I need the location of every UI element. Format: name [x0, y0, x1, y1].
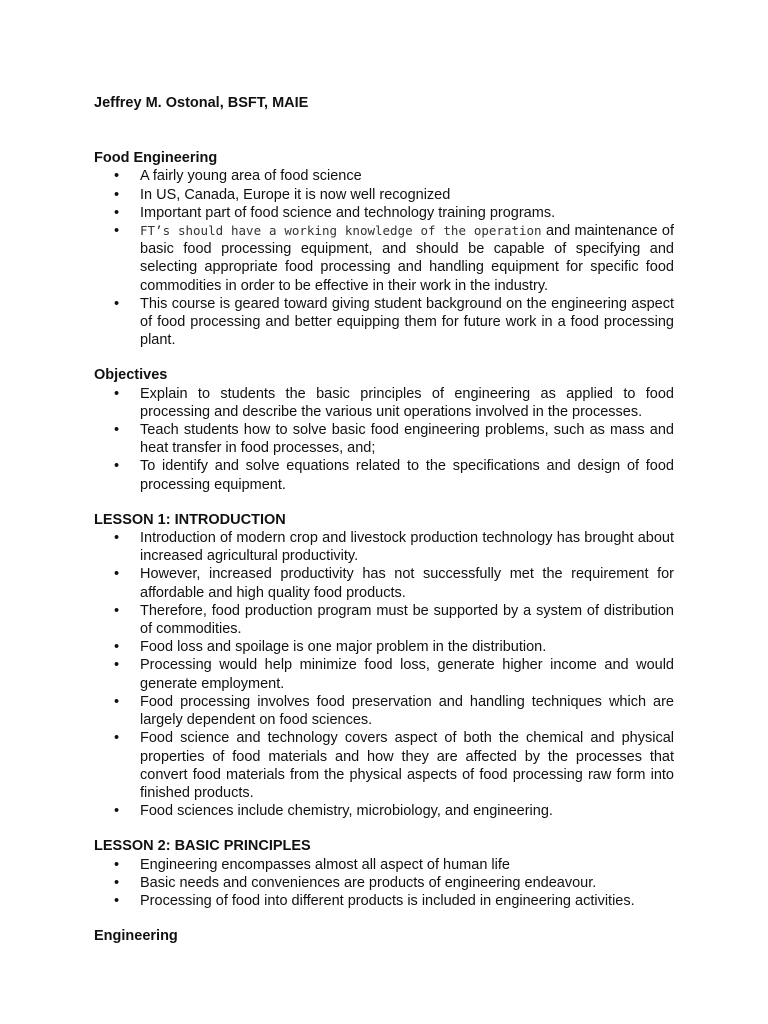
bullet-icon: • [114, 168, 120, 185]
list-item [94, 565, 674, 601]
bullet-icon: • [114, 602, 120, 619]
list-item-lead-text: FT’s should have a working knowledge of the operation [140, 223, 542, 239]
section-title: Engineering [94, 928, 178, 945]
list-item-text: A fairly young area of food science [140, 168, 362, 185]
list-item [94, 602, 674, 638]
list-item-text: To identify and solve equations related to the specifications and design of food processing equipment. [140, 458, 674, 493]
list-item [94, 295, 674, 350]
bullet-icon: • [114, 422, 120, 439]
list-item-text: Important part of food science and technology training programs. [140, 204, 556, 221]
section-title: Food Engineering [94, 150, 218, 167]
list-item-text: Engineering encompasses almost all aspect of human life [140, 856, 510, 873]
list-item-text: Explain to students the basic principles of engineering as applied to food processing and describe the various unit operations involved in the processes. [140, 385, 674, 420]
list-item [94, 856, 674, 874]
section-lesson-2 [94, 837, 674, 910]
list-item [94, 186, 674, 204]
list-item-text: and maintenance of basic food processing equipment, and should be capable of specifying and selecting appropriate food processing and handling equipment for specific food commodities in order to be effective in their work in the industry. [140, 223, 675, 294]
list-item [94, 204, 674, 222]
section-lesson-1 [94, 511, 674, 820]
list-item [94, 802, 674, 820]
bullet-list [94, 167, 674, 349]
list-item [94, 529, 674, 565]
section-title: LESSON 1: INTRODUCTION [94, 511, 286, 528]
bullet-icon: • [114, 693, 120, 710]
section-objectives [94, 366, 674, 493]
list-item [94, 729, 674, 802]
list-item [94, 222, 674, 295]
list-item [94, 167, 674, 185]
list-item-text: Teach students how to solve basic food engineering problems, such as mass and heat transfer in food processes, and; [140, 422, 674, 457]
list-item [94, 874, 674, 892]
section-title: Objectives [94, 367, 168, 384]
list-item-text: Food science and technology covers aspect of both the chemical and physical properties of food materials and how they are affected by the processes that convert food materials from the physical aspects of food processing raw form into finished products. [140, 730, 674, 801]
list-item [94, 656, 674, 692]
section-title: LESSON 2: BASIC PRINCIPLES [94, 838, 311, 855]
list-item [94, 638, 674, 656]
list-item [94, 385, 674, 421]
bullet-icon: • [114, 657, 120, 674]
bullet-icon: • [114, 803, 120, 820]
bullet-icon: • [114, 458, 120, 475]
bullet-icon: • [114, 730, 120, 747]
list-item-text: Food sciences include chemistry, microbiology, and engineering. [140, 803, 553, 820]
bullet-icon: • [114, 223, 120, 240]
list-item [94, 892, 674, 910]
list-item [94, 421, 674, 457]
list-item-text: Therefore, food production program must be supported by a system of distribution of commodities. [140, 602, 674, 638]
bullet-icon: • [114, 892, 120, 909]
list-item-text: Food loss and spoilage is one major problem in the distribution. [140, 639, 547, 656]
bullet-icon: • [114, 639, 120, 656]
section-food-engineering [94, 149, 674, 349]
list-item-text: Processing would help minimize food loss, generate higher income and would generate employment. [140, 657, 674, 692]
bullet-icon: • [114, 385, 120, 402]
list-item-text: Introduction of modern crop and livestock production technology has brought about increased agricultural productivity. [140, 530, 674, 565]
bullet-icon: • [114, 874, 120, 891]
list-item-text: In US, Canada, Europe it is now well recognized [140, 186, 451, 203]
author-line: Jeffrey M. Ostonal, BSFT, MAIE [94, 95, 309, 111]
bullet-icon: • [114, 186, 120, 203]
list-item-text: Processing of food into different products is included in engineering activities. [140, 892, 635, 909]
list-item-text: Basic needs and conveniences are products of engineering endeavour. [140, 874, 597, 891]
section-engineering [94, 927, 674, 945]
list-item-text: However, increased productivity has not successfully met the requirement for affordable and high quality food products. [140, 566, 674, 601]
bullet-list [94, 529, 674, 820]
list-item-text: Food processing involves food preservation and handling techniques which are largely dependent on food sciences. [140, 693, 674, 729]
bullet-list [94, 385, 674, 494]
bullet-icon: • [114, 566, 120, 583]
list-item [94, 693, 674, 729]
list-item-text: This course is geared toward giving student background on the engineering aspect of food processing and better equipping them for future work in a food processing plant. [140, 295, 674, 349]
bullet-icon: • [114, 204, 120, 221]
list-item [94, 457, 674, 493]
bullet-icon: • [114, 295, 120, 312]
bullet-icon: • [114, 856, 120, 873]
bullet-list [94, 856, 674, 911]
bullet-icon: • [114, 530, 120, 547]
